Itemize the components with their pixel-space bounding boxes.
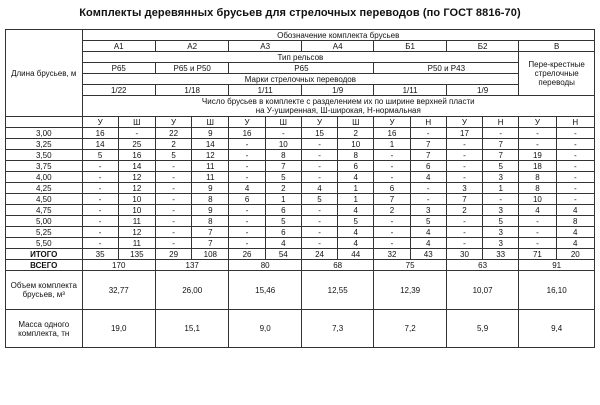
designation-header: Обозначение комплекта брусьев (82, 30, 595, 41)
count-cell: - (556, 139, 594, 150)
mass-cell: 7,3 (301, 310, 373, 348)
count-cell: - (446, 172, 482, 183)
count-cell: 7 (192, 227, 229, 238)
mass-cell: 19,0 (82, 310, 155, 348)
turnout-mark-cell: 1/11 (374, 85, 446, 96)
set-header-a2: А2 (155, 41, 228, 52)
count-cell: 5 (82, 150, 118, 161)
volume-row (6, 271, 595, 310)
count-cell: - (519, 227, 556, 238)
count-cell: - (374, 150, 410, 161)
count-cell: - (155, 238, 191, 249)
count-cell: - (229, 139, 265, 150)
grand-total-label: ВСЕГО (6, 260, 83, 271)
width-code-cell: Н (483, 117, 519, 128)
count-cell: 7 (265, 161, 301, 172)
count-cell: 5 (410, 216, 446, 227)
count-cell: 2 (155, 139, 191, 150)
set-header-a3: А3 (229, 41, 301, 52)
turnout-mark-cell: 1/22 (82, 85, 155, 96)
length-cell: 5,50 (6, 238, 83, 249)
count-cell: 2 (265, 183, 301, 194)
mass-cell: 9,4 (519, 310, 595, 348)
length-cell: 5,25 (6, 227, 83, 238)
width-code-cell: У (229, 117, 265, 128)
count-cell: - (556, 194, 594, 205)
table-row (6, 194, 595, 205)
count-cell: - (374, 227, 410, 238)
table-row (6, 161, 595, 172)
set-header-a1: А1 (82, 41, 155, 52)
count-cell: 4 (410, 172, 446, 183)
grand-total-cell: 80 (229, 260, 301, 271)
table-row (6, 172, 595, 183)
count-cell: - (374, 161, 410, 172)
count-cell: 4 (229, 183, 265, 194)
table-row (6, 183, 595, 194)
count-cell: 4 (265, 238, 301, 249)
count-cell: - (82, 216, 118, 227)
count-cell: 6 (265, 227, 301, 238)
count-cell: - (301, 161, 337, 172)
count-cell: 4 (556, 238, 594, 249)
count-cell: - (374, 238, 410, 249)
grand-total-cell: 68 (301, 260, 373, 271)
count-cell: - (82, 161, 118, 172)
table-row (6, 216, 595, 227)
width-code-cell: У (519, 117, 556, 128)
count-cell: 10 (519, 194, 556, 205)
count-cell: - (229, 161, 265, 172)
count-cell: - (301, 139, 337, 150)
totals-cell: 24 (301, 249, 337, 260)
grand-total-row (6, 260, 595, 271)
mass-cell: 7,2 (374, 310, 446, 348)
count-cell: 6 (410, 161, 446, 172)
count-cell: - (82, 227, 118, 238)
page-title: Комплекты деревянных брусьев для стрелочных переводов (по ГОСТ 8816-70) (79, 7, 521, 19)
totals-cell: 20 (556, 249, 594, 260)
count-cell: 7 (483, 150, 519, 161)
count-cell: 3 (483, 227, 519, 238)
width-code-cell: Н (410, 117, 446, 128)
count-cell: 11 (192, 161, 229, 172)
count-cell: - (446, 216, 482, 227)
length-cell: 4,00 (6, 172, 83, 183)
crossing-turnouts-header: Пере-крестные стрелочные переводы (519, 52, 595, 96)
count-cell: - (229, 238, 265, 249)
count-cell: 5 (338, 216, 374, 227)
set-header-b2: Б2 (446, 41, 518, 52)
length-cell: 3,50 (6, 150, 83, 161)
volume-cell: 26,00 (155, 271, 228, 310)
count-cell: - (483, 194, 519, 205)
totals-row (6, 249, 595, 260)
count-cell: - (301, 227, 337, 238)
width-code-cell: У (374, 117, 410, 128)
totals-cell: 43 (410, 249, 446, 260)
count-cell: - (301, 216, 337, 227)
grand-total-cell: 137 (155, 260, 228, 271)
length-cell: 4,50 (6, 194, 83, 205)
count-cell: 3 (410, 205, 446, 216)
count-cell: 12 (118, 183, 155, 194)
count-cell: 8 (265, 150, 301, 161)
count-cell: 5 (265, 216, 301, 227)
count-cell: - (155, 205, 191, 216)
count-cell: - (229, 216, 265, 227)
count-cell: - (556, 183, 594, 194)
totals-cell: 26 (229, 249, 265, 260)
totals-cell: 33 (483, 249, 519, 260)
count-cell: 16 (118, 150, 155, 161)
set-header-b1: Б1 (374, 41, 446, 52)
count-cell: 1 (265, 194, 301, 205)
count-cell: - (155, 227, 191, 238)
count-cell: 9 (192, 128, 229, 139)
length-cell: 3,75 (6, 161, 83, 172)
count-cell: 10 (118, 194, 155, 205)
count-cell: 16 (82, 128, 118, 139)
count-cell: - (155, 183, 191, 194)
count-cell: - (556, 128, 594, 139)
count-cell: 2 (338, 128, 374, 139)
count-cell: 12 (192, 150, 229, 161)
width-code-cell: Ш (265, 117, 301, 128)
length-cell: 4,75 (6, 205, 83, 216)
length-cell: 4,25 (6, 183, 83, 194)
count-header (82, 96, 595, 117)
width-code-cell: У (155, 117, 191, 128)
rail-type-cell: Р65 и Р50 (155, 63, 228, 74)
count-cell: - (82, 205, 118, 216)
count-cell: - (446, 238, 482, 249)
turnout-mark-cell: 1/18 (155, 85, 228, 96)
count-cell: 9 (192, 183, 229, 194)
count-cell: 7 (192, 238, 229, 249)
count-cell: 8 (556, 216, 594, 227)
volume-cell: 15,46 (229, 271, 301, 310)
totals-cell: 35 (82, 249, 118, 260)
count-cell: - (301, 238, 337, 249)
count-cell: 17 (446, 128, 482, 139)
mass-label: Масса одного комплекта, тн (6, 310, 83, 348)
count-cell: 8 (519, 183, 556, 194)
count-cell: 1 (483, 183, 519, 194)
table-row (6, 150, 595, 161)
count-cell: 14 (118, 161, 155, 172)
count-cell: 10 (118, 205, 155, 216)
count-cell: 6 (229, 194, 265, 205)
count-cell: 12 (118, 172, 155, 183)
rail-type-cell: Р65 (82, 63, 155, 74)
count-cell: - (155, 194, 191, 205)
width-code-cell: Ш (338, 117, 374, 128)
width-code-cell: У (446, 117, 482, 128)
count-cell: - (301, 172, 337, 183)
totals-cell: 32 (374, 249, 410, 260)
count-cell: 7 (410, 139, 446, 150)
count-cell: 2 (446, 205, 482, 216)
grand-total-cell: 63 (446, 260, 518, 271)
count-cell: 22 (155, 128, 191, 139)
count-cell: 5 (483, 161, 519, 172)
count-cell: 4 (556, 227, 594, 238)
count-cell: - (301, 205, 337, 216)
volume-cell: 10,07 (446, 271, 518, 310)
volume-cell: 16,10 (519, 271, 595, 310)
length-column-header: Длина брусьев, м (6, 30, 83, 117)
length-cell: 3,25 (6, 139, 83, 150)
totals-label: ИТОГО (6, 249, 83, 260)
count-cell: 2 (374, 205, 410, 216)
table-row (6, 238, 595, 249)
turnout-mark-cell: 1/11 (229, 85, 301, 96)
count-cell: - (155, 161, 191, 172)
count-cell: 8 (338, 150, 374, 161)
count-cell: - (82, 238, 118, 249)
count-cell: 14 (82, 139, 118, 150)
totals-cell: 30 (446, 249, 482, 260)
count-cell: 7 (446, 194, 482, 205)
count-cell: 1 (338, 183, 374, 194)
count-cell: 14 (192, 139, 229, 150)
count-cell: - (82, 194, 118, 205)
grand-total-cell: 75 (374, 260, 446, 271)
count-cell: - (446, 139, 482, 150)
count-cell: 1 (374, 139, 410, 150)
table-row (6, 227, 595, 238)
turnout-mark-header: Марки стрелочных переводов (82, 74, 519, 85)
count-cell: - (265, 128, 301, 139)
count-cell: 6 (265, 205, 301, 216)
count-cell: 7 (374, 194, 410, 205)
count-cell: 5 (265, 172, 301, 183)
count-cell: 4 (556, 205, 594, 216)
count-cell: 11 (118, 216, 155, 227)
count-cell: - (519, 128, 556, 139)
table-row (6, 139, 595, 150)
count-cell: - (374, 216, 410, 227)
count-cell: 12 (118, 227, 155, 238)
count-cell: 19 (519, 150, 556, 161)
table-row (6, 205, 595, 216)
count-cell: - (229, 150, 265, 161)
mass-cell: 15,1 (155, 310, 228, 348)
width-code-cell: Ш (192, 117, 229, 128)
count-cell: - (229, 205, 265, 216)
length-cell: 3,00 (6, 128, 83, 139)
width-code-cell: У (301, 117, 337, 128)
count-cell: 8 (192, 194, 229, 205)
count-cell: 4 (338, 205, 374, 216)
count-header-line2: на У-уширенная, Ш-широкая, Н-нормальная (255, 106, 421, 115)
volume-label: Объем комплекта брусьев, м³ (6, 271, 83, 310)
grand-total-cell: 170 (82, 260, 155, 271)
count-cell: - (519, 216, 556, 227)
totals-cell: 135 (118, 249, 155, 260)
volume-cell: 32,77 (82, 271, 155, 310)
count-cell: 10 (338, 139, 374, 150)
count-cell: 5 (155, 150, 191, 161)
timber-sets-table (5, 29, 595, 348)
count-cell: 6 (374, 183, 410, 194)
count-cell: - (229, 172, 265, 183)
turnout-mark-cell: 1/9 (301, 85, 373, 96)
count-cell: - (82, 183, 118, 194)
count-cell: - (519, 238, 556, 249)
count-cell: - (446, 227, 482, 238)
count-cell: 4 (301, 183, 337, 194)
count-cell: - (556, 150, 594, 161)
set-header-a4: А4 (301, 41, 373, 52)
count-cell: - (118, 128, 155, 139)
count-cell: 6 (338, 161, 374, 172)
length-cell: 5,00 (6, 216, 83, 227)
count-cell: - (410, 194, 446, 205)
count-cell: 8 (519, 172, 556, 183)
count-cell: 4 (338, 227, 374, 238)
totals-cell: 54 (265, 249, 301, 260)
volume-cell: 12,39 (374, 271, 446, 310)
rail-type-cell: Р65 (229, 63, 374, 74)
count-cell: 16 (229, 128, 265, 139)
count-cell: 10 (265, 139, 301, 150)
count-cell: - (519, 139, 556, 150)
count-cell: 4 (519, 205, 556, 216)
width-code-cell: У (82, 117, 118, 128)
totals-cell: 44 (338, 249, 374, 260)
rail-type-cell: Р50 и Р43 (374, 63, 519, 74)
rail-type-header: Тип рельсов (82, 52, 519, 63)
totals-cell: 108 (192, 249, 229, 260)
count-cell: 11 (118, 238, 155, 249)
totals-cell: 29 (155, 249, 191, 260)
count-cell: 18 (519, 161, 556, 172)
count-cell: 4 (338, 238, 374, 249)
count-cell: - (483, 128, 519, 139)
turnout-mark-cell: 1/9 (446, 85, 518, 96)
count-cell: 3 (483, 172, 519, 183)
count-cell: 7 (483, 139, 519, 150)
count-cell: - (446, 150, 482, 161)
volume-cell: 12,55 (301, 271, 373, 310)
count-cell: 1 (338, 194, 374, 205)
count-cell: - (155, 216, 191, 227)
table-row (6, 128, 595, 139)
count-cell: 3 (446, 183, 482, 194)
count-cell: - (82, 172, 118, 183)
mass-cell: 9,0 (229, 310, 301, 348)
set-header-v: В (519, 41, 595, 52)
width-code-cell: Н (556, 117, 594, 128)
count-cell: - (556, 161, 594, 172)
count-cell: 16 (374, 128, 410, 139)
count-cell: - (301, 150, 337, 161)
count-cell: - (556, 172, 594, 183)
totals-cell: 71 (519, 249, 556, 260)
count-cell: 5 (301, 194, 337, 205)
count-cell: 7 (410, 150, 446, 161)
count-cell: - (410, 183, 446, 194)
count-cell: - (410, 128, 446, 139)
count-cell: 11 (192, 172, 229, 183)
count-cell: 3 (483, 205, 519, 216)
mass-row (6, 310, 595, 348)
count-cell: 3 (483, 238, 519, 249)
count-cell: - (229, 227, 265, 238)
count-cell: - (374, 172, 410, 183)
count-header-line1: Число брусьев в комплекте с разделением их по ширине верхней пласти (201, 97, 475, 106)
grand-total-cell: 91 (519, 260, 595, 271)
count-cell: 15 (301, 128, 337, 139)
width-code-cell: Ш (118, 117, 155, 128)
count-cell: 4 (338, 172, 374, 183)
width-code-spacer (6, 117, 83, 128)
mass-cell: 5,9 (446, 310, 518, 348)
count-cell: 4 (410, 238, 446, 249)
count-cell: 5 (483, 216, 519, 227)
count-cell: - (155, 172, 191, 183)
count-cell: 25 (118, 139, 155, 150)
count-cell: 9 (192, 205, 229, 216)
count-cell: - (446, 161, 482, 172)
count-cell: 4 (410, 227, 446, 238)
count-cell: 8 (192, 216, 229, 227)
